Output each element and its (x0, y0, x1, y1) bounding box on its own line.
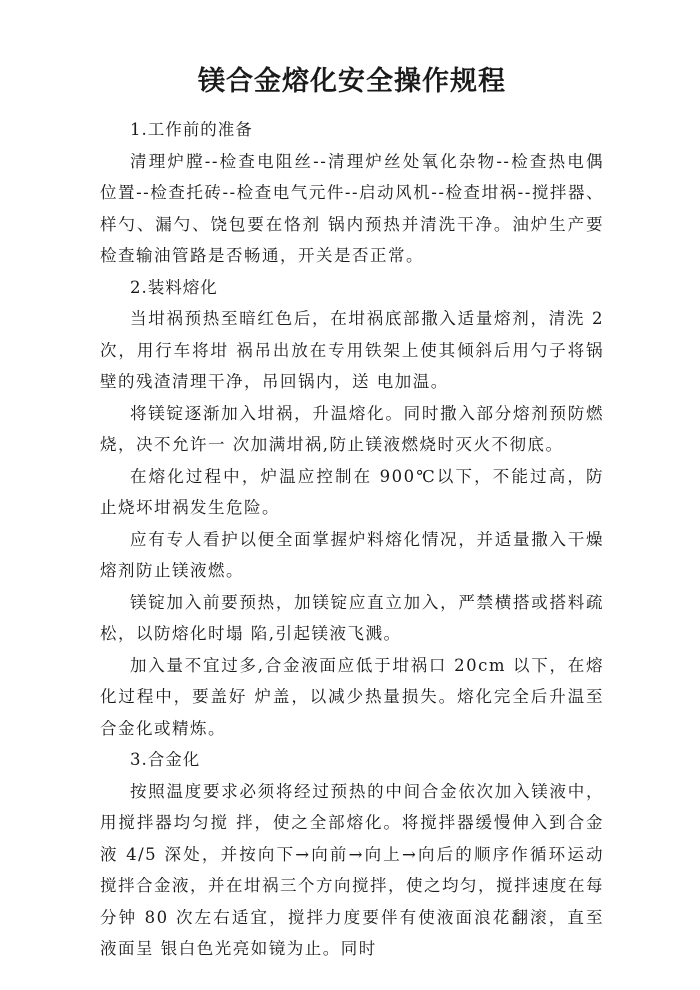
section-heading: 2.装料熔化 (130, 277, 218, 297)
paragraph: 加入量不宜过多,合金液面应低于坩祸口 20cm 以下，在熔化过程中，要盖好 炉盖，以减少热量损失。熔化完全后升温至合金化或精炼。 (100, 655, 604, 738)
section-heading: 1.工作前的准备 (130, 120, 253, 139)
paragraph: 将镁锭逐渐加入坩祸，升温熔化。同时撒入部分熔剂预防燃烧，决不允许一 次加满坩祸,防止镁液燃烧时灭火不彻底。 (100, 403, 604, 454)
paragraph: 按照温度要求必须将经过预热的中间合金依次加入镁液中，用搅拌器均匀搅 拌，使之全部熔化。将搅拌器缓慢伸入到合金液 4/5 深处，并按向下→向前→向上→向后的顺序作循环运动搅拌合金液，并在坩祸三个方向搅拌，使之均匀，搅拌速度在每分钟 80 次左右适宜，搅拌力度要伴有使液面浪花翻滚，直至液面呈 银白色光亮如镜为止。同时 (100, 781, 604, 958)
document-title: 镁合金熔化安全操作规程 (198, 66, 506, 97)
paragraph: 镁锭加入前要预热，加镁锭应直立加入，严禁横搭或搭料疏松，以防熔化时塌 陷,引起镁液飞溅。 (100, 592, 604, 643)
paragraph: 在熔化过程中，炉温应控制在 900℃以下，不能过高，防止烧坏坩祸发生危险。 (100, 466, 604, 517)
paragraph: 清理炉膛--检查电阻丝--清理炉丝处氧化杂物--检查热电偶位置--检查托砖--检查电气元件--启动风机--检查坩祸--搅拌器、样勺、漏勺、饶包要在恪剂 锅内预热并清洗干净。油炉生产要检查输油管路是否畅通，开关是否正常。 (100, 151, 604, 265)
paragraph: 当坩祸预热至暗红色后，在坩祸底部撒入适量熔剂，清洗 2 次，用行车将坩 祸吊出放在专用铁架上使其倾斜后用勺子将锅壁的残渣清理干净，吊回锅内，送 电加温。 (100, 309, 604, 391)
document-page (100, 62, 604, 965)
section-preparation (100, 114, 604, 272)
section-alloying (100, 744, 604, 965)
section-heading: 3.合金化 (130, 750, 201, 769)
paragraph: 应有专人看护以便全面掌握炉料熔化情况，并适量撒入干燥熔剂防止镁液燃。 (100, 529, 604, 580)
section-charging-melting (100, 272, 604, 745)
